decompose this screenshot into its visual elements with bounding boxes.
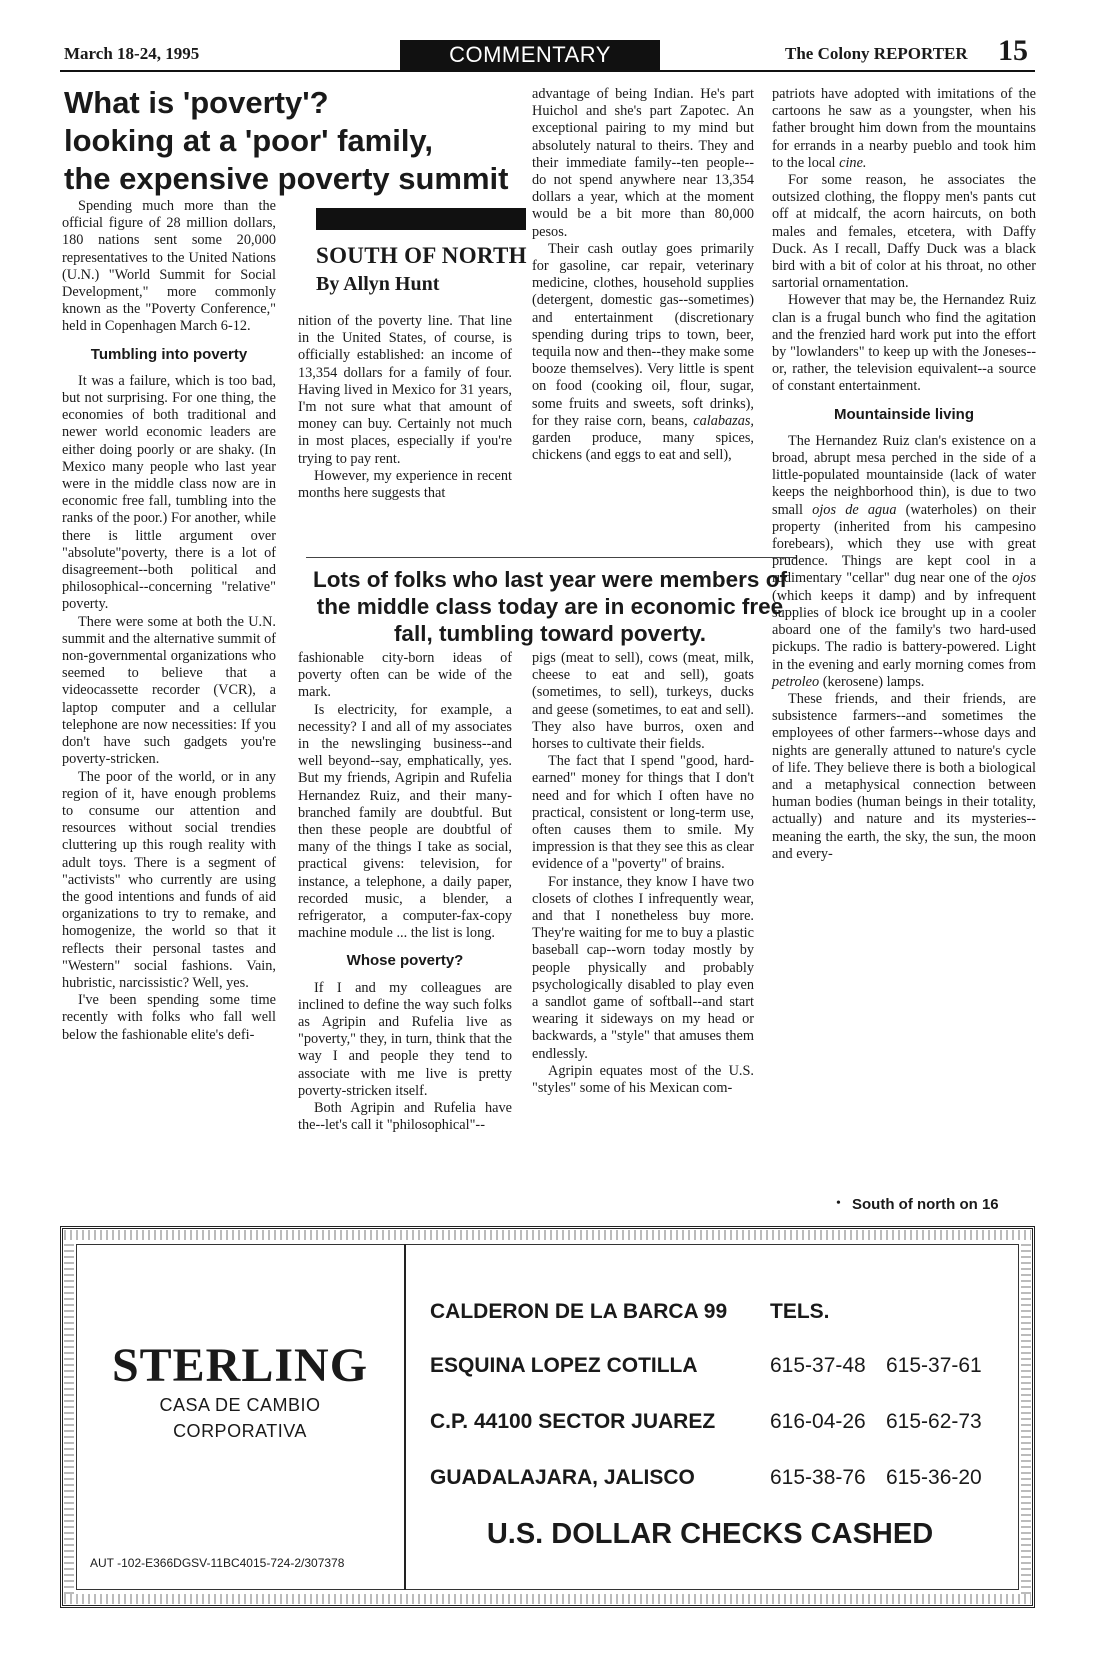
- ad-phone: 615-38-76: [770, 1466, 866, 1489]
- paragraph: Is electricity, for example, a necessity? I and all of my associates in the newslinging business--and well beyond--say, emphatically, yes. But my friends, Agripin and Rufelia Hernandez Ruiz, and their many-branched family are doubtful. But then these people are doubtful of many of the things I take as social, practical givens: television, for instance, a telephone, a daily paper, recorded music, a blender, a refrigerator, a computer-fax-copy machine module ... the list is long.: [298, 701, 512, 942]
- subhead-whose-poverty: Whose poverty?: [346, 952, 464, 970]
- article-column-3-top: [532, 86, 754, 464]
- paragraph: advantage of being Indian. He's part Huichol and she's part Zapotec. An exceptional pairing to my mind but absolutely natural to theirs. They and their immediate family--ten people--do not spend anywhere near 13,354 dollars a year, which at the moment would be a bit more than 80,000 pesos.: [532, 86, 754, 240]
- ad-brand-name: STERLING: [111, 1339, 369, 1392]
- italic-term: ojos: [1012, 570, 1037, 587]
- ad-brand-subtitle: [90, 1392, 390, 1444]
- article-column-2-bottom: [298, 650, 512, 1134]
- ad-address-line: CALDERON DE LA BARCA 99: [430, 1300, 728, 1323]
- italic-term: petroleo: [772, 673, 820, 690]
- issue-date: March 18-24, 1995: [64, 44, 200, 63]
- paragraph: The fact that I spend "good, hard-earned" money for things that I don't need and for which I often have no practical, consistent or long-term use, often causes them to smile. My impression is that they see this as clear evidence of a "poverty" of brains.: [532, 753, 754, 873]
- text-run: (which keeps it damp) and by infrequent supplies of block ice brought up in a cooler aboard one of the family's two hard-used pickups. The radio is battery-powered. Light in the evening and early morning comes from: [772, 587, 1036, 673]
- italic-term: ojos de agua: [812, 501, 897, 518]
- pull-quote: Lots of folks who last year were members of the middle class today are in economic free fall, tumbling toward poverty.: [313, 567, 787, 646]
- paragraph: These friends, and their friends, are subsistence farmers--and sometimes the employees of other farmers--whose days and nights are generally attuned to nature's cycle of life. They believe there is both a biological and a metaphysical connection between human bodies (human beings in their totality, actually) and nature and its mysteries--meaning the earth, the sky, the sun, the moon and every-: [772, 690, 1036, 862]
- ad-address-line: C.P. 44100 SECTOR JUAREZ: [430, 1410, 716, 1433]
- ad-sub-line: CORPORATIVA: [173, 1421, 307, 1441]
- text-run: patriots have adopted with imitations of the cartoons he saw as a youngster, when his father brought him down from the mountains for errands in a nearby pueblo and took him to the local: [772, 86, 1036, 171]
- ad-phone: 615-62-73: [886, 1410, 982, 1433]
- paragraph: fashionable city-born ideas of poverty often can be wide of the mark.: [298, 650, 512, 701]
- page-number: 15: [998, 34, 1028, 67]
- article-column-3-bottom: [532, 650, 754, 1097]
- paragraph: It was a failure, which is too bad, but not surprising. For one thing, the economies of both traditional and newer world economic leaders are either doing poorly or are shaky. (In Mexico many people who last year were in the middle class now are in economic free fall, tumbling into the ranks of the poor.) For another, while there is little argument over "absolute"poverty, there is a lot of disagreement--both political and philosophical--concerning "relative" poverty.: [62, 372, 276, 613]
- ad-authorization: AUT -102-E366DGSV-11BC4015-724-2/307378: [90, 1556, 345, 1570]
- text-run: (kerosene) lamps.: [822, 673, 925, 690]
- headline-line-2: looking at a 'poor' family,: [64, 123, 433, 158]
- ad-phone: 615-37-48: [770, 1354, 866, 1377]
- paragraph: If I and my colleagues are inclined to define the way such folks as Agripin and Rufelia live as "poverty," they, in turn, think that the way I and people they tend to associate with me live is pretty poverty-stricken itself.: [298, 979, 512, 1099]
- paragraph: I've been spending some time recently with folks who fall well below the fashionable elite's defi-: [62, 992, 276, 1043]
- jump-arrow-icon: •: [836, 1196, 841, 1211]
- subhead-mountainside: Mountainside living: [833, 405, 974, 423]
- ad-phone: 615-36-20: [886, 1466, 982, 1489]
- ad-sub-line: CASA DE CAMBIO: [159, 1395, 321, 1415]
- ad-border-pattern: [64, 1230, 1031, 1240]
- text-run: The Hernandez Ruiz clan's existence on a broad, abrupt mesa perched in the side of a little-populated mountainside (lack of water keeps the neighborhood thin), is due to two small: [772, 432, 1036, 518]
- ad-address-line: GUADALAJARA, JALISCO: [430, 1466, 695, 1489]
- paragraph: nition of the poverty line. That line in the United States, of course, is officially established: an income of 13,354 dollars for a family of four. Having lived in Mexico for 31 years, I'm not sure what that amount of money can buy. Certainly not much in most places, especially if you're trying to pay rent.: [298, 313, 512, 467]
- section-banner: COMMENTARY: [400, 40, 660, 70]
- author-byline: By Allyn Hunt: [316, 273, 440, 295]
- paragraph: [532, 241, 754, 465]
- article-column-4: [772, 86, 1036, 863]
- headline: [64, 84, 534, 198]
- ad-phone: 615-37-61: [886, 1354, 982, 1377]
- ad-phone: 616-04-26: [770, 1410, 866, 1433]
- ad-border-pattern: [64, 1594, 1031, 1604]
- paragraph: However, my experience in recent months here suggests that: [298, 467, 512, 502]
- column-name: SOUTH OF NORTH: [316, 243, 527, 268]
- ad-border-pattern: [1021, 1240, 1031, 1594]
- paragraph: There were some at both the U.N. summit and the alternative summit of non-governmental organizations who seemed to believe that a videocassette recorder (VCR), a laptop computer and a cellular telephone are now necessities: If you don't have such gadgets you're poverty-stricken.: [62, 613, 277, 768]
- paragraph: However that may be, the Hernandez Ruiz clan is a frugal bunch who find the agitation and the frenzied hard work put into the effort by "lowlanders" to keep up with the Joneses--or, rather, the television equivalent--a source of constant entertainment.: [772, 292, 1036, 395]
- ad-address-line: ESQUINA LOPEZ COTILLA: [430, 1354, 698, 1377]
- byline-bar: [316, 208, 526, 230]
- continuation-jump: South of north on 16: [852, 1196, 999, 1213]
- paragraph: [772, 433, 1036, 691]
- paragraph: For some reason, he associates the outsized clothing, the floppy men's pants cut off at midcalf, the acorn haircuts, on both males and females, etcetera, with Daffy Duck. As I recall, Daffy Duck was a black bird with a bit of color at his throat, no other sartorial ornamentation.: [772, 172, 1036, 292]
- headline-line-1: What is 'poverty'?: [64, 85, 329, 120]
- text-run: Their cash outlay goes primarily for gasoline, car repair, veterinary medicine, clothes, household supplies (detergent, domestic gas--sometimes) and entertainment (discretionary spending during trips to town, beer, tequila now and then--they make some booze themselves). Very little is spent on food (cooking oil, flour, sugar, some fruits and sweets, soft drinks), for they raise corn, beans,: [532, 240, 754, 429]
- article-column-2-top: [298, 313, 512, 502]
- paragraph: pigs (meat to sell), cows (meat, milk, cheese to eat and sell), goats (sometimes, to sell), turkeys, ducks and geese (sometimes, to eat and sell). They also have burros, oxen and horses to cultivate their fields.: [532, 650, 754, 753]
- headline-line-3: the expensive poverty summit: [64, 161, 509, 196]
- paragraph: Both Agripin and Rufelia have the--let's call it "philosophical"--: [298, 1100, 512, 1134]
- paragraph: Spending much more than the official figure of 28 million dollars, 180 nations sent some 20,000 representatives to the United Nations (U.N.) "World Summit for Social Development," more commonly known as the "Poverty Conference," held in Copenhagen March 6-12.: [62, 198, 276, 335]
- paragraph: [772, 86, 1036, 172]
- article-column-1: [62, 198, 276, 1044]
- italic-term: cine.: [839, 154, 867, 171]
- ad-divider: [404, 1244, 406, 1590]
- newspaper-name: The Colony REPORTER: [785, 44, 968, 63]
- text-run: (waterholes) on their property (inherited from his campesino forebears), which they use with great prudence. Things are kept cool in a rudimentary "cellar" dug near one of the: [772, 501, 1036, 587]
- ad-tagline: U.S. DOLLAR CHECKS CASHED: [486, 1518, 934, 1550]
- paragraph: The poor of the world, or in any region of it, have enough problems to consume our attention and resources without social trendies cluttering up this rough reality with adult toys. There is a segment of "activists" who currently are using the good intentions and funds of aid organizations to try to remake, and homogenize, the world so that it reflects their personal tastes and "Western" social fashions. Vain, hubristic, narcissistic? Well, yes.: [62, 768, 276, 991]
- italic-term: calabazas,: [693, 412, 754, 429]
- paragraph: Agripin equates most of the U.S. "styles" some of his Mexican com-: [532, 1062, 754, 1097]
- header-rule: [60, 70, 1035, 72]
- subhead-tumbling: Tumbling into poverty: [90, 345, 248, 363]
- text-run: garden produce, many spices, chickens (and eggs to eat and sell),: [532, 430, 754, 464]
- paragraph: For instance, they know I have two closets of clothes I infrequently wear, and that I nonetheless buy more. They're waiting for me to buy a plastic baseball cap--worn today mostly by people physically and probably psychologically disabled to play even a sandlot game of softball--and start wearing it sideways on my head or backwards, a "style" that amuses them endlessly.: [532, 873, 754, 1062]
- ad-border-pattern: [64, 1240, 74, 1594]
- ad-tels-label: TELS.: [770, 1300, 830, 1323]
- pull-quote-rule: [306, 557, 796, 558]
